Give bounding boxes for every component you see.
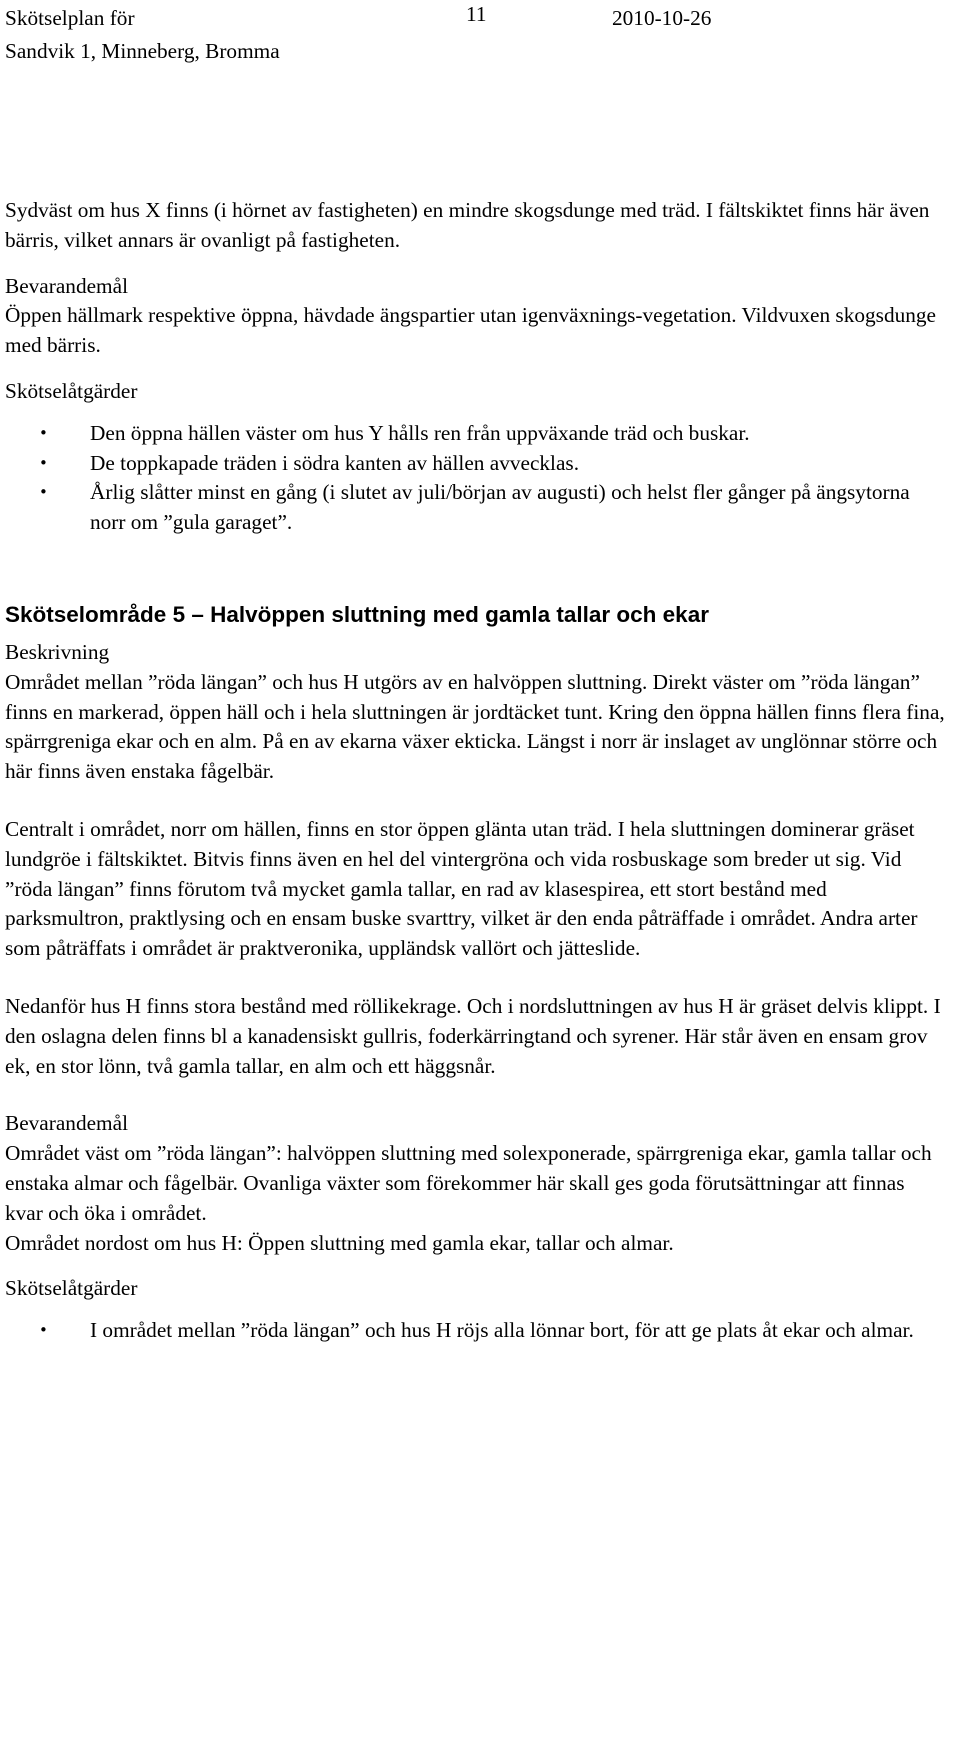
list-item [5,449,945,479]
header-title [5,2,280,68]
page-number: 11 [466,2,487,26]
bullet-icon: • [39,1321,48,1340]
list-item-text: Årlig slåtter minst en gång (i slutet av juli/början av augusti) och helst fler gånger på ängsytorna norr om ”gula garaget”. [90,480,910,535]
measures-heading: Skötselåtgärder [5,378,138,403]
measures-list [5,419,945,538]
description-paragraph: Nedanför hus H finns stora bestånd med röllikekrage. Och i nordsluttningen av hus H är gräset delvis klippt. I den oslagna delen finns bl a kanadensiskt gullris, foderkärringtand och syrener. Här står även en ensam grov ek, en stor lönn, två gamla tallar, en alm och ett häggsnår. [5,993,941,1078]
intro-paragraph: Sydväst om hus X finns (i hörnet av fastigheten) en mindre skogsdunge med träd. I fältskiktet finns här även bärris, vilket annars är ovanligt på fastigheten. [5,198,930,252]
list-item-text: De toppkapade träden i södra kanten av hällen avvecklas. [90,450,580,475]
goals-heading: Bevarandemål [5,273,128,298]
goals-paragraph: Området nordost om hus H: Öppen sluttning med gamla ekar, tallar och almar. [5,1230,674,1255]
list-item-text: I området mellan ”röda längan” och hus H röjs alla lönnar bort, för att ge plats åt ekar och almar. [90,1318,914,1343]
description-heading: Beskrivning [5,639,110,664]
goals-paragraph: Området väst om ”röda längan”: halvöppen sluttning med solexponerade, spärrgreniga ekar, gamla tallar och enstaka almar och fågelbär. Ovanliga växter som förekommer här skall ges goda förutsättningar att finnas kvar och öka i området. [5,1141,932,1225]
goals-heading: Bevarandemål [5,1111,128,1136]
description-paragraph: Området mellan ”röda längan” och hus H utgörs av en halvöppen sluttning. Direkt väster om ”röda längan” finns en markerad, öppen häll och i hela sluttningen är jordtäcket tunt. Kring den öppna hällen finns flera fina, spärrgreniga ekar och en alm. På en av ekarna växer ekticka. Längst i norr är inslaget av unglönnar större och här finns även enstaka fågelbär. [5,669,945,784]
header-title-line2: Sandvik 1, Minneberg, Bromma [5,39,280,63]
header-date: 2010-10-26 [612,6,712,30]
measures-heading: Skötselåtgärder [5,1276,138,1301]
list-item-text: Den öppna hällen väster om hus Y hålls ren från uppväxande träd och buskar. [90,420,750,445]
document-body [5,196,945,1346]
bullet-icon: • [39,453,48,472]
bullet-icon: • [39,483,48,502]
goals-paragraph: Öppen hällmark respektive öppna, hävdade ängspartier utan igenväxnings-vegetation. Vildvuxen skogsdunge med bärris. [5,303,937,358]
list-item [5,1316,945,1346]
description-paragraph: Centralt i området, norr om hällen, finns en stor öppen glänta utan träd. I hela sluttningen dominerar gräset lundgröe i fältskiktet. Bitvis finns även en hel del vintergröna och vida rosbuskage som breder ut sig. Vid ”röda längan” finns förutom två mycket gamla tallar, en rad av klasespirea, ett stort bestånd med parksmultron, praktlysing och en ensam buske svarttry, vilket är den enda påträffade i området. Andra arter som påträffats i området är praktveronika, uppländsk vallört och jätteslide. [5,816,918,961]
header-title-line1: Skötselplan för [5,6,135,30]
section-title: Skötselområde 5 – Halvöppen sluttning med gamla tallar och ekar [5,601,709,627]
measures-list [5,1316,945,1346]
bullet-icon: • [39,423,48,442]
list-item [5,478,945,538]
list-item [5,419,945,449]
